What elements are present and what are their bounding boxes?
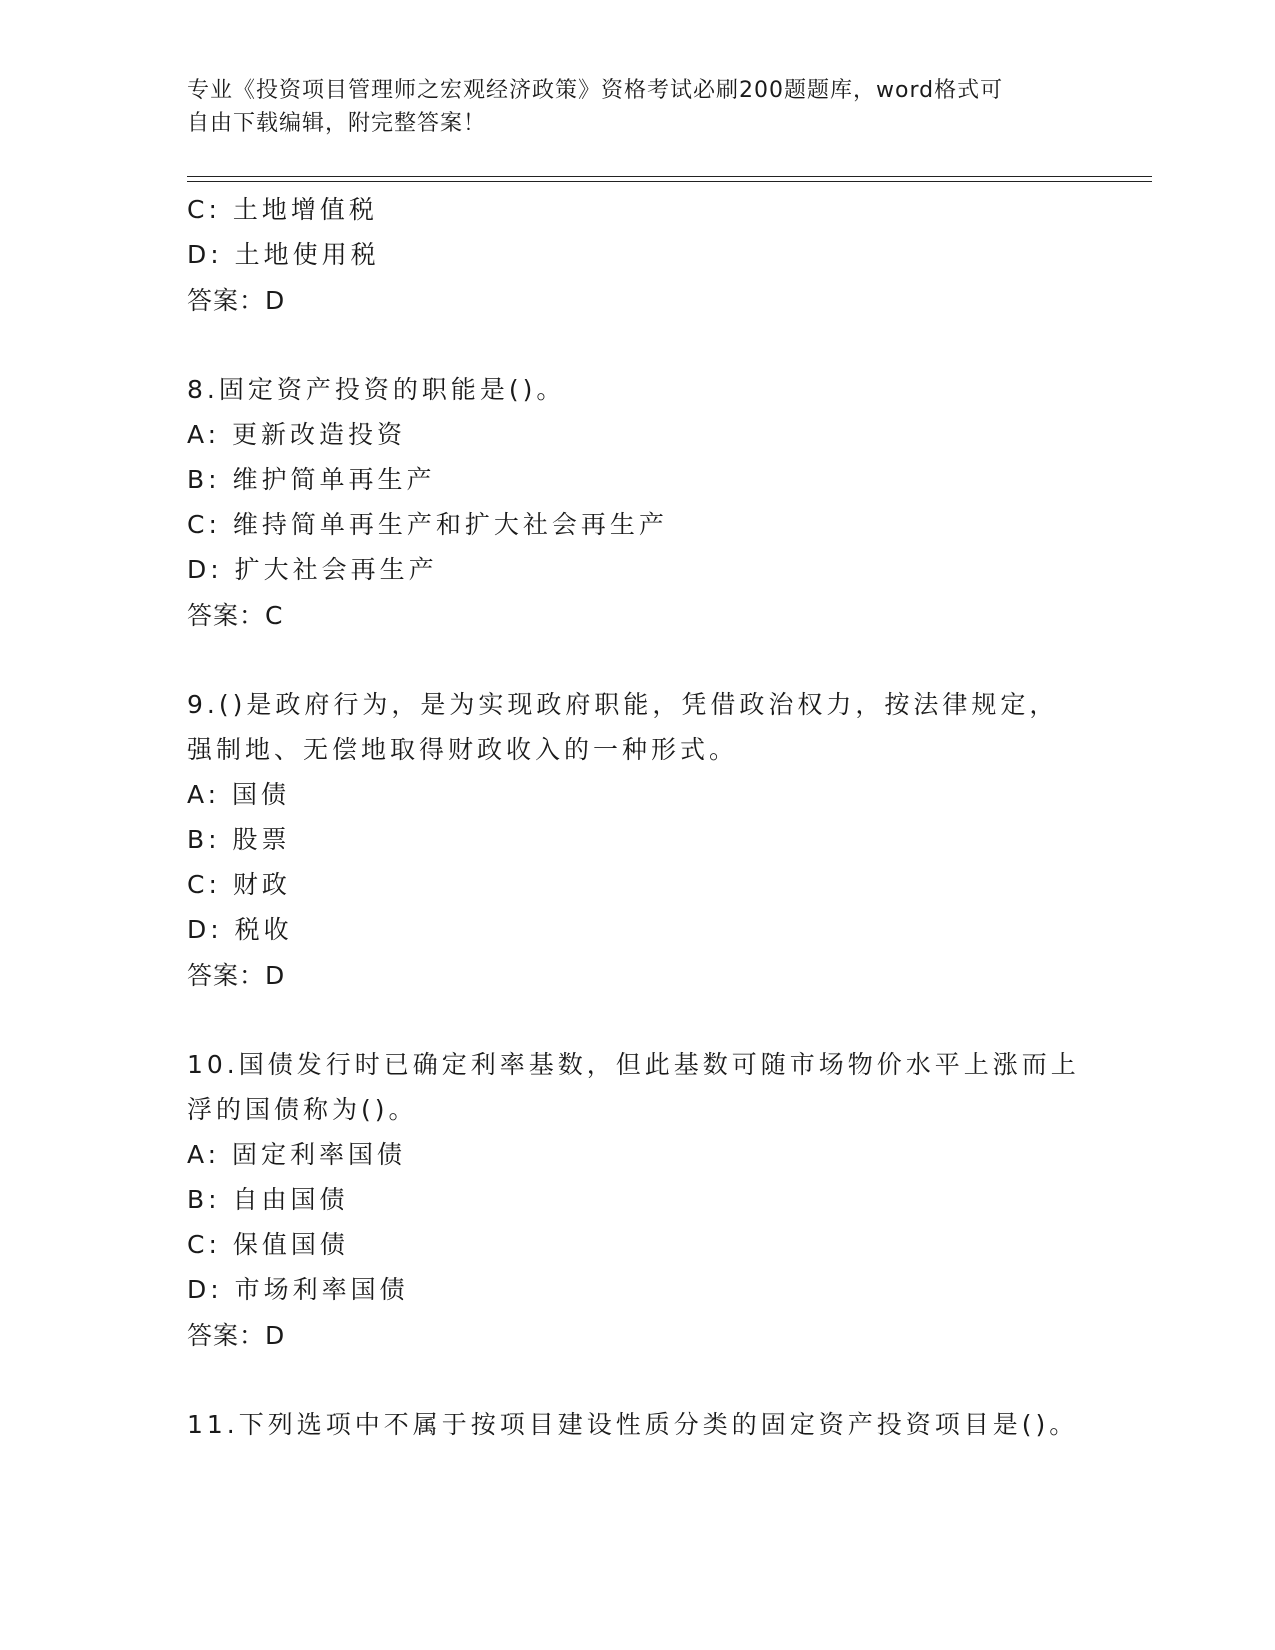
q8-option-b: B: 维护简单再生产	[187, 465, 436, 494]
q10-option-c: C: 保值国债	[187, 1230, 349, 1259]
q10-answer: 答案：D	[187, 1321, 286, 1350]
header-divider-top	[187, 176, 1152, 177]
header-divider-bottom	[187, 181, 1152, 182]
q10-stem-line-1: 10.国债发行时已确定利率基数，但此基数可随市场物价水平上涨而上	[187, 1050, 1080, 1079]
q10-stem-line-2: 浮的国债称为()。	[187, 1095, 418, 1124]
q8-answer: 答案：C	[187, 601, 284, 630]
q8-option-d: D: 扩大社会再生产	[187, 555, 438, 584]
q9-option-b: B: 股票	[187, 825, 291, 854]
prev-option-d: D: 土地使用税	[187, 240, 380, 269]
prev-answer: 答案：D	[187, 286, 286, 315]
q9-option-c: C: 财政	[187, 870, 291, 899]
q10-option-b: B: 自由国债	[187, 1185, 349, 1214]
header-title-line-1: 专业《投资项目管理师之宏观经济政策》资格考试必刷200题题库，word格式可	[187, 78, 1004, 103]
prev-option-c: C: 土地增值税	[187, 195, 378, 224]
q10-option-d: D: 市场利率国债	[187, 1275, 409, 1304]
q11-stem: 11.下列选项中不属于按项目建设性质分类的固定资产投资项目是()。	[187, 1410, 1079, 1439]
q8-option-a: A: 更新改造投资	[187, 420, 407, 449]
q9-stem-line-2: 强制地、无偿地取得财政收入的一种形式。	[187, 735, 739, 764]
q9-option-a: A: 国债	[187, 780, 291, 809]
q9-stem-line-1: 9.()是政府行为，是为实现政府职能，凭借政治权力，按法律规定，	[187, 690, 1059, 719]
header-title-line-2: 自由下载编辑，附完整答案！	[187, 111, 487, 136]
q9-option-d: D: 税收	[187, 915, 293, 944]
q10-option-a: A: 固定利率国债	[187, 1140, 407, 1169]
q8-stem: 8.固定资产投资的职能是()。	[187, 375, 566, 404]
q8-option-c: C: 维持简单再生产和扩大社会再生产	[187, 510, 668, 539]
document-header	[187, 74, 1067, 140]
q9-answer: 答案：D	[187, 961, 286, 990]
